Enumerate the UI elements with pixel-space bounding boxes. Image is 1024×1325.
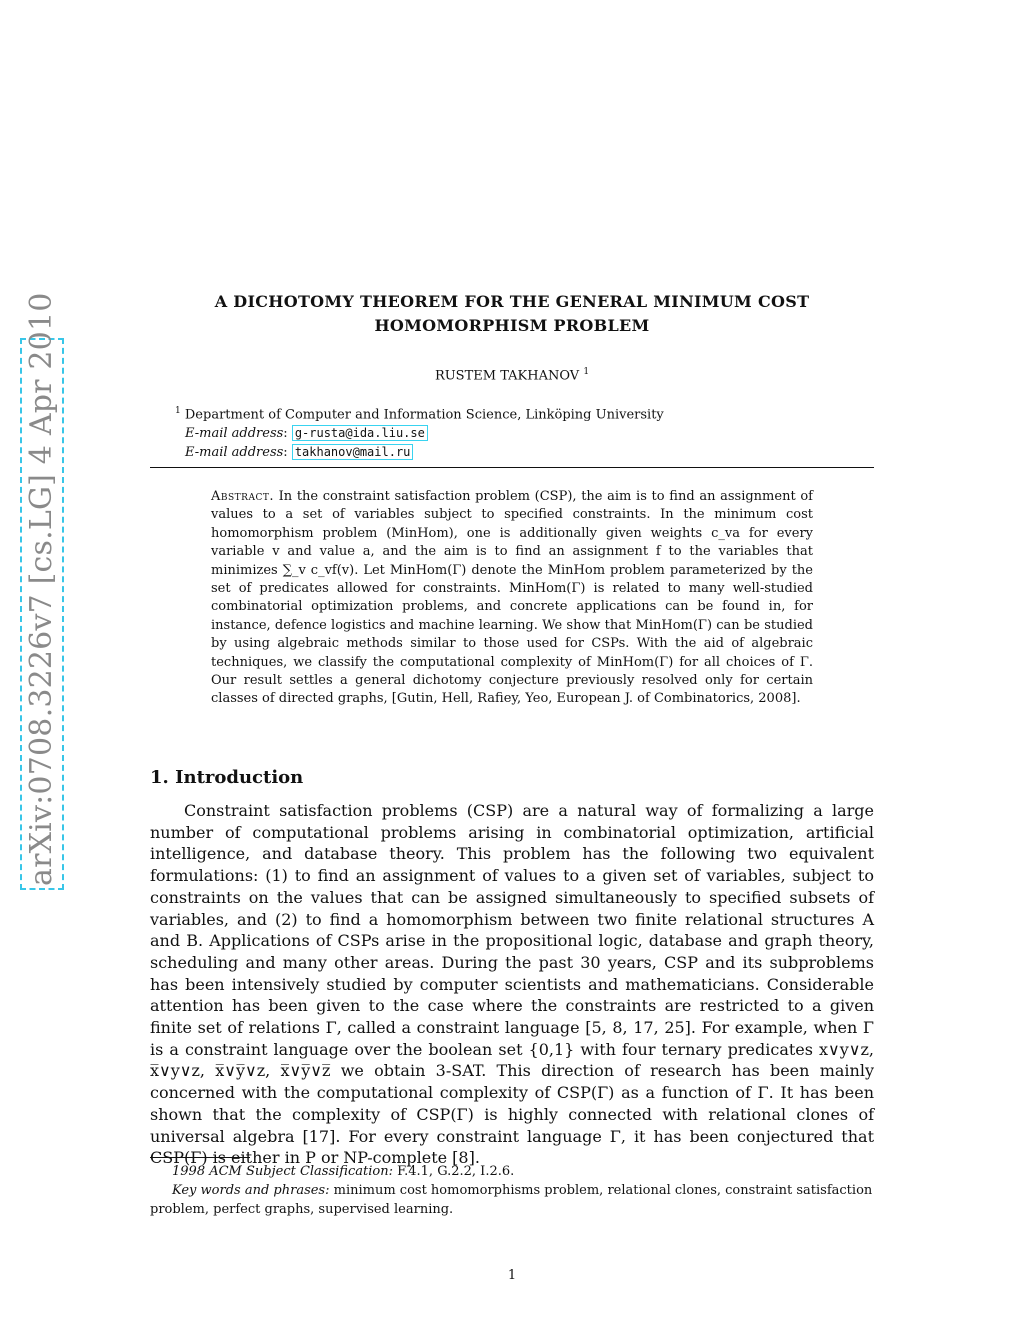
email-label-2: E-mail address	[185, 445, 284, 461]
email-line-2: E-mail address: takhanov@mail.ru	[175, 443, 875, 462]
author-mark: 1	[583, 367, 590, 377]
author-line	[150, 367, 874, 383]
affiliation-line	[175, 402, 875, 424]
email-link-1[interactable]: g-rusta@ida.liu.se	[292, 425, 428, 441]
acm-classification	[150, 1162, 874, 1181]
affiliation-block	[175, 402, 875, 462]
abstract-label: Abstract.	[211, 489, 274, 504]
section-number: 1.	[150, 767, 169, 788]
arxiv-identifier: arXiv:0708.3226v7 [cs.LG] 4 Apr 2010	[24, 292, 59, 886]
author-name: RUSTEM TAKHANOV	[434, 368, 580, 384]
keywords-text: minimum cost homomorphisms problem, relational clones, constraint satisfaction problem, perfect graphs, supervised learning.	[150, 1183, 873, 1217]
keywords	[150, 1181, 874, 1219]
paper-title: A DICHOTOMY THEOREM FOR THE GENERAL MINIMUM COST HOMOMORPHISM PROBLEM	[214, 292, 810, 335]
page-number: 1	[507, 1268, 517, 1283]
department: Department of Computer and Information Science, Linköping University	[184, 407, 664, 423]
email-label-1: E-mail address	[185, 426, 284, 442]
introduction-paragraph: Constraint satisfaction problems (CSP) are a natural way of formalizing a large number of computational problems arising in combinatorial optimization, artificial intelligence, and database theory. This problem has the following two equivalent formulations: (1) to find an assignment of values to a given set of variables, subject to constraints on the values that can be assigned simultaneously to specified subsets of variables, and (2) to find a homomorphism between two finite relational structures A and B. Applications of CSPs arise in the propositional logic, database and graph theory, scheduling and many other areas. During the past 30 years, CSP and its subproblems has been intensively studied by computer scientists and mathematicians. Considerable attention has been given to the case where the constraints are restricted to a given finite set of relations Γ, called a constraint language [5, 8, 17, 25]. For example, when Γ is a constraint language over the boolean set {0,1} with four ternary predicates x∨y∨z, x̅∨y∨z, x̅∨y̅∨z, x̅∨y̅∨z̅ we obtain 3-SAT. This direction of research has been mainly concerned with the computational complexity of CSP(Γ) as a function of Γ. It has been shown that the complexity of CSP(Γ) is highly connected with relational clones of universal algebra [17]. For every constraint language Γ, it has been conjectured that CSP(Γ) is either in P or NP-complete [8].	[150, 801, 874, 1168]
acm-label: 1998 ACM Subject Classification:	[172, 1164, 393, 1179]
section-title: Introduction	[175, 767, 304, 788]
email-link-2[interactable]: takhanov@mail.ru	[292, 444, 414, 460]
acm-text: F.4.1, G.2.2, I.2.6.	[397, 1164, 515, 1179]
abstract	[211, 488, 813, 709]
header-rule	[150, 467, 874, 468]
keywords-label: Key words and phrases:	[172, 1183, 330, 1198]
abstract-text: In the constraint satisfaction problem (CSP), the aim is to find an assignment of values to a set of variables subject to specified constraints. In the minimum cost homomorphism problem (MinHom), one is additionally given weights c_va for every variable v and value a, and the aim is to find an assignment f to the variables that minimizes ∑_v c_vf(v). Let MinHom(Γ) denote the MinHom problem parameterized by the set of predicates allowed for constraints. MinHom(Γ) is related to many well-studied combinatorial optimization problems, and concrete applications can be found in, for instance, defence logistics and machine learning. We show that MinHom(Γ) can be studied by using algebraic methods similar to those used for CSPs. With the aid of algebraic techniques, we classify the computational complexity of MinHom(Γ) for all choices of Γ. Our result settles a general dichotomy conjecture previously resolved only for certain classes of directed graphs, [Gutin, Hell, Rafiey, Yeo, European J. of Combinatorics, 2008].	[211, 489, 813, 707]
email-line-1: E-mail address: g-rusta@ida.liu.se	[175, 424, 875, 443]
footnotes	[150, 1162, 874, 1219]
footnote-rule	[150, 1157, 250, 1158]
section-heading	[150, 767, 874, 788]
affiliation-mark: 1	[175, 406, 181, 416]
